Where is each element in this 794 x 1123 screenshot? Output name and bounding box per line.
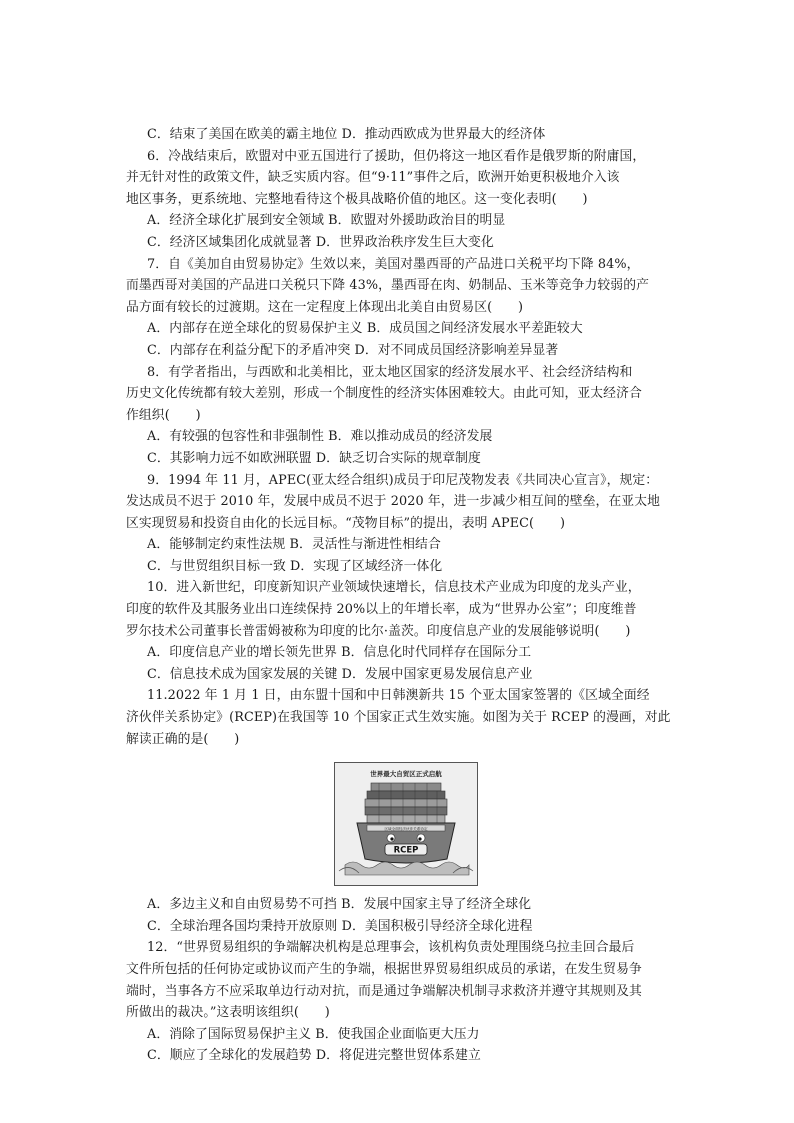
- text-line: 历史文化传统都有较大差别，形成一个制度性的经济实体困难较大。由此可知，亚太经济合: [126, 386, 642, 402]
- figure-container: [126, 762, 686, 886]
- text-line: A．有较强的包容性和非强制性 B．难以推动成员的经济发展: [147, 429, 493, 445]
- text-line: 10．进入新世纪，印度新知识产业领域快速增长，信息技术产业成为印度的龙头产业，: [147, 580, 641, 596]
- text-line: A．消除了国际贸易保护主义 B．使我国企业面临更大压力: [147, 1026, 480, 1042]
- text-line: A．多边主义和自由贸易势不可挡 B．发展中国家主导了经济全球化: [147, 897, 532, 913]
- text-line: 文件所包括的任何协定或协议而产生的争端，根据世界贸易组织成员的承诺，在发生贸易争: [126, 962, 642, 977]
- text-line: C．信息技术成为国家发展的关键 D．发展中国家更易发展信息产业: [147, 666, 533, 682]
- text-line: 7．自《美加自由贸易协定》生效以来，美国对墨西哥的产品进口关税平均下降 84%，: [147, 256, 640, 272]
- rcep-cartoon-image: [334, 762, 478, 886]
- text-block-before-figure: [126, 124, 686, 750]
- text-line: C．其影响力远不如欧洲联盟 D．缺乏切合实际的规章制度: [147, 450, 481, 466]
- container-stack: [365, 783, 447, 823]
- document-body: [126, 124, 686, 1067]
- text-line: 9．1994 年 11 月，APEC(亚太经合组织)成员于印尼茂物发表《共同决心宣言》，规定：: [147, 472, 659, 488]
- text-line: C．全球治理各国均秉持开放原则 D．美国积极引导经济全球化进程: [147, 918, 533, 934]
- text-line: 而墨西哥对美国的产品进口关税只下降 43%，墨西哥在肉、奶制品、玉米等竞争力较弱的产: [126, 278, 649, 294]
- text-line: C．结束了美国在欧美的霸主地位 D．推动西欧成为世界最大的经济体: [147, 127, 546, 142]
- ship-label: RCEP: [393, 845, 419, 856]
- text-line: 端时，当事各方不应采取单边行动对抗，而是通过争端解决机制寻求救济并遵守其规则及其: [126, 983, 642, 999]
- text-line: 8．有学者指出，与西欧和北美相比，亚太地区国家的经济发展水平、社会经济结构和: [147, 364, 633, 380]
- text-line: 品方面有较长的过渡期。这在一定程度上体现出北美自由贸易区( ): [126, 299, 524, 315]
- text-line: 发达成员不迟于 2010 年，发展中成员不迟于 2020 年，进一步减少相互间的壁垒，在亚太地: [126, 494, 660, 510]
- text-line: C．顺应了全球化的发展趋势 D．将促进完整世贸体系建立: [147, 1048, 481, 1064]
- cartoon-title: 世界最大自贸区正式启航: [370, 770, 442, 779]
- text-line: 12．“世界贸易组织的争端解决机构是总理事会，该机构负责处理围绕乌拉圭回合最后: [147, 940, 635, 956]
- text-line: A．内部存在逆全球化的贸易保护主义 B．成员国之间经济发展水平差距较大: [147, 321, 583, 337]
- text-block-after-figure: [126, 894, 686, 1067]
- text-line: 并无针对性的政策文件，缺乏实质内容。但“9·11”事件之后，欧洲开始更积极地介入该: [126, 170, 620, 186]
- text-line: 区实现贸易和投资自由化的长远目标。“茂物目标”的提出，表明 APEC( ): [126, 515, 566, 531]
- text-line: 印度的软件及其服务业出口连续保持 20%以上的年增长率，成为“世界办公室”；印度维普: [126, 602, 637, 618]
- text-line: 作组织( ): [126, 407, 201, 423]
- text-line: 所做出的裁决。”这表明该组织( ): [126, 1005, 330, 1021]
- text-line: 6．冷战结束后，欧盟对中亚五国进行了援助，但仍将这一地区看作是俄罗斯的附庸国，: [147, 148, 646, 164]
- text-line: 济伙伴关系协定》(RCEP)在我国等 10 个国家正式生效实施。如图为关于 RCEP 的漫画，对此: [126, 710, 671, 726]
- rcep-ship-illustration: [335, 763, 477, 885]
- text-line: 解读正确的是( ): [126, 731, 240, 747]
- text-line: A．能够制定约束性法规 B．灵活性与渐进性相结合: [147, 537, 441, 553]
- hull-text: 区域全面经济伙伴关系协定: [384, 827, 428, 832]
- text-line: C．与世贸组织目标一致 D．实现了区域经济一体化: [147, 558, 443, 574]
- text-line: C．经济区域集团化成就显著 D．世界政治秩序发生巨大变化: [147, 234, 494, 250]
- text-line: A．印度信息产业的增长领先世界 B．信息化时代同样存在国际分工: [147, 645, 532, 661]
- text-line: C．内部存在利益分配下的矛盾冲突 D．对不同成员国经济影响差异显著: [147, 342, 559, 358]
- text-line: 罗尔技术公司董事长普雷姆被称为印度的比尔·盖茨。印度信息产业的发展能够说明( ): [126, 623, 631, 639]
- text-line: 地区事务，更系统地、完整地看待这个极具战略价值的地区。这一变化表明( ): [126, 191, 588, 207]
- text-line: A．经济全球化扩展到安全领域 B．欧盟对外援助政治目的明显: [147, 213, 506, 229]
- text-line: 11.2022 年 1 月 1 日，由东盟十国和中日韩澳新共 15 个亚太国家签署的《区域全面经: [147, 688, 650, 704]
